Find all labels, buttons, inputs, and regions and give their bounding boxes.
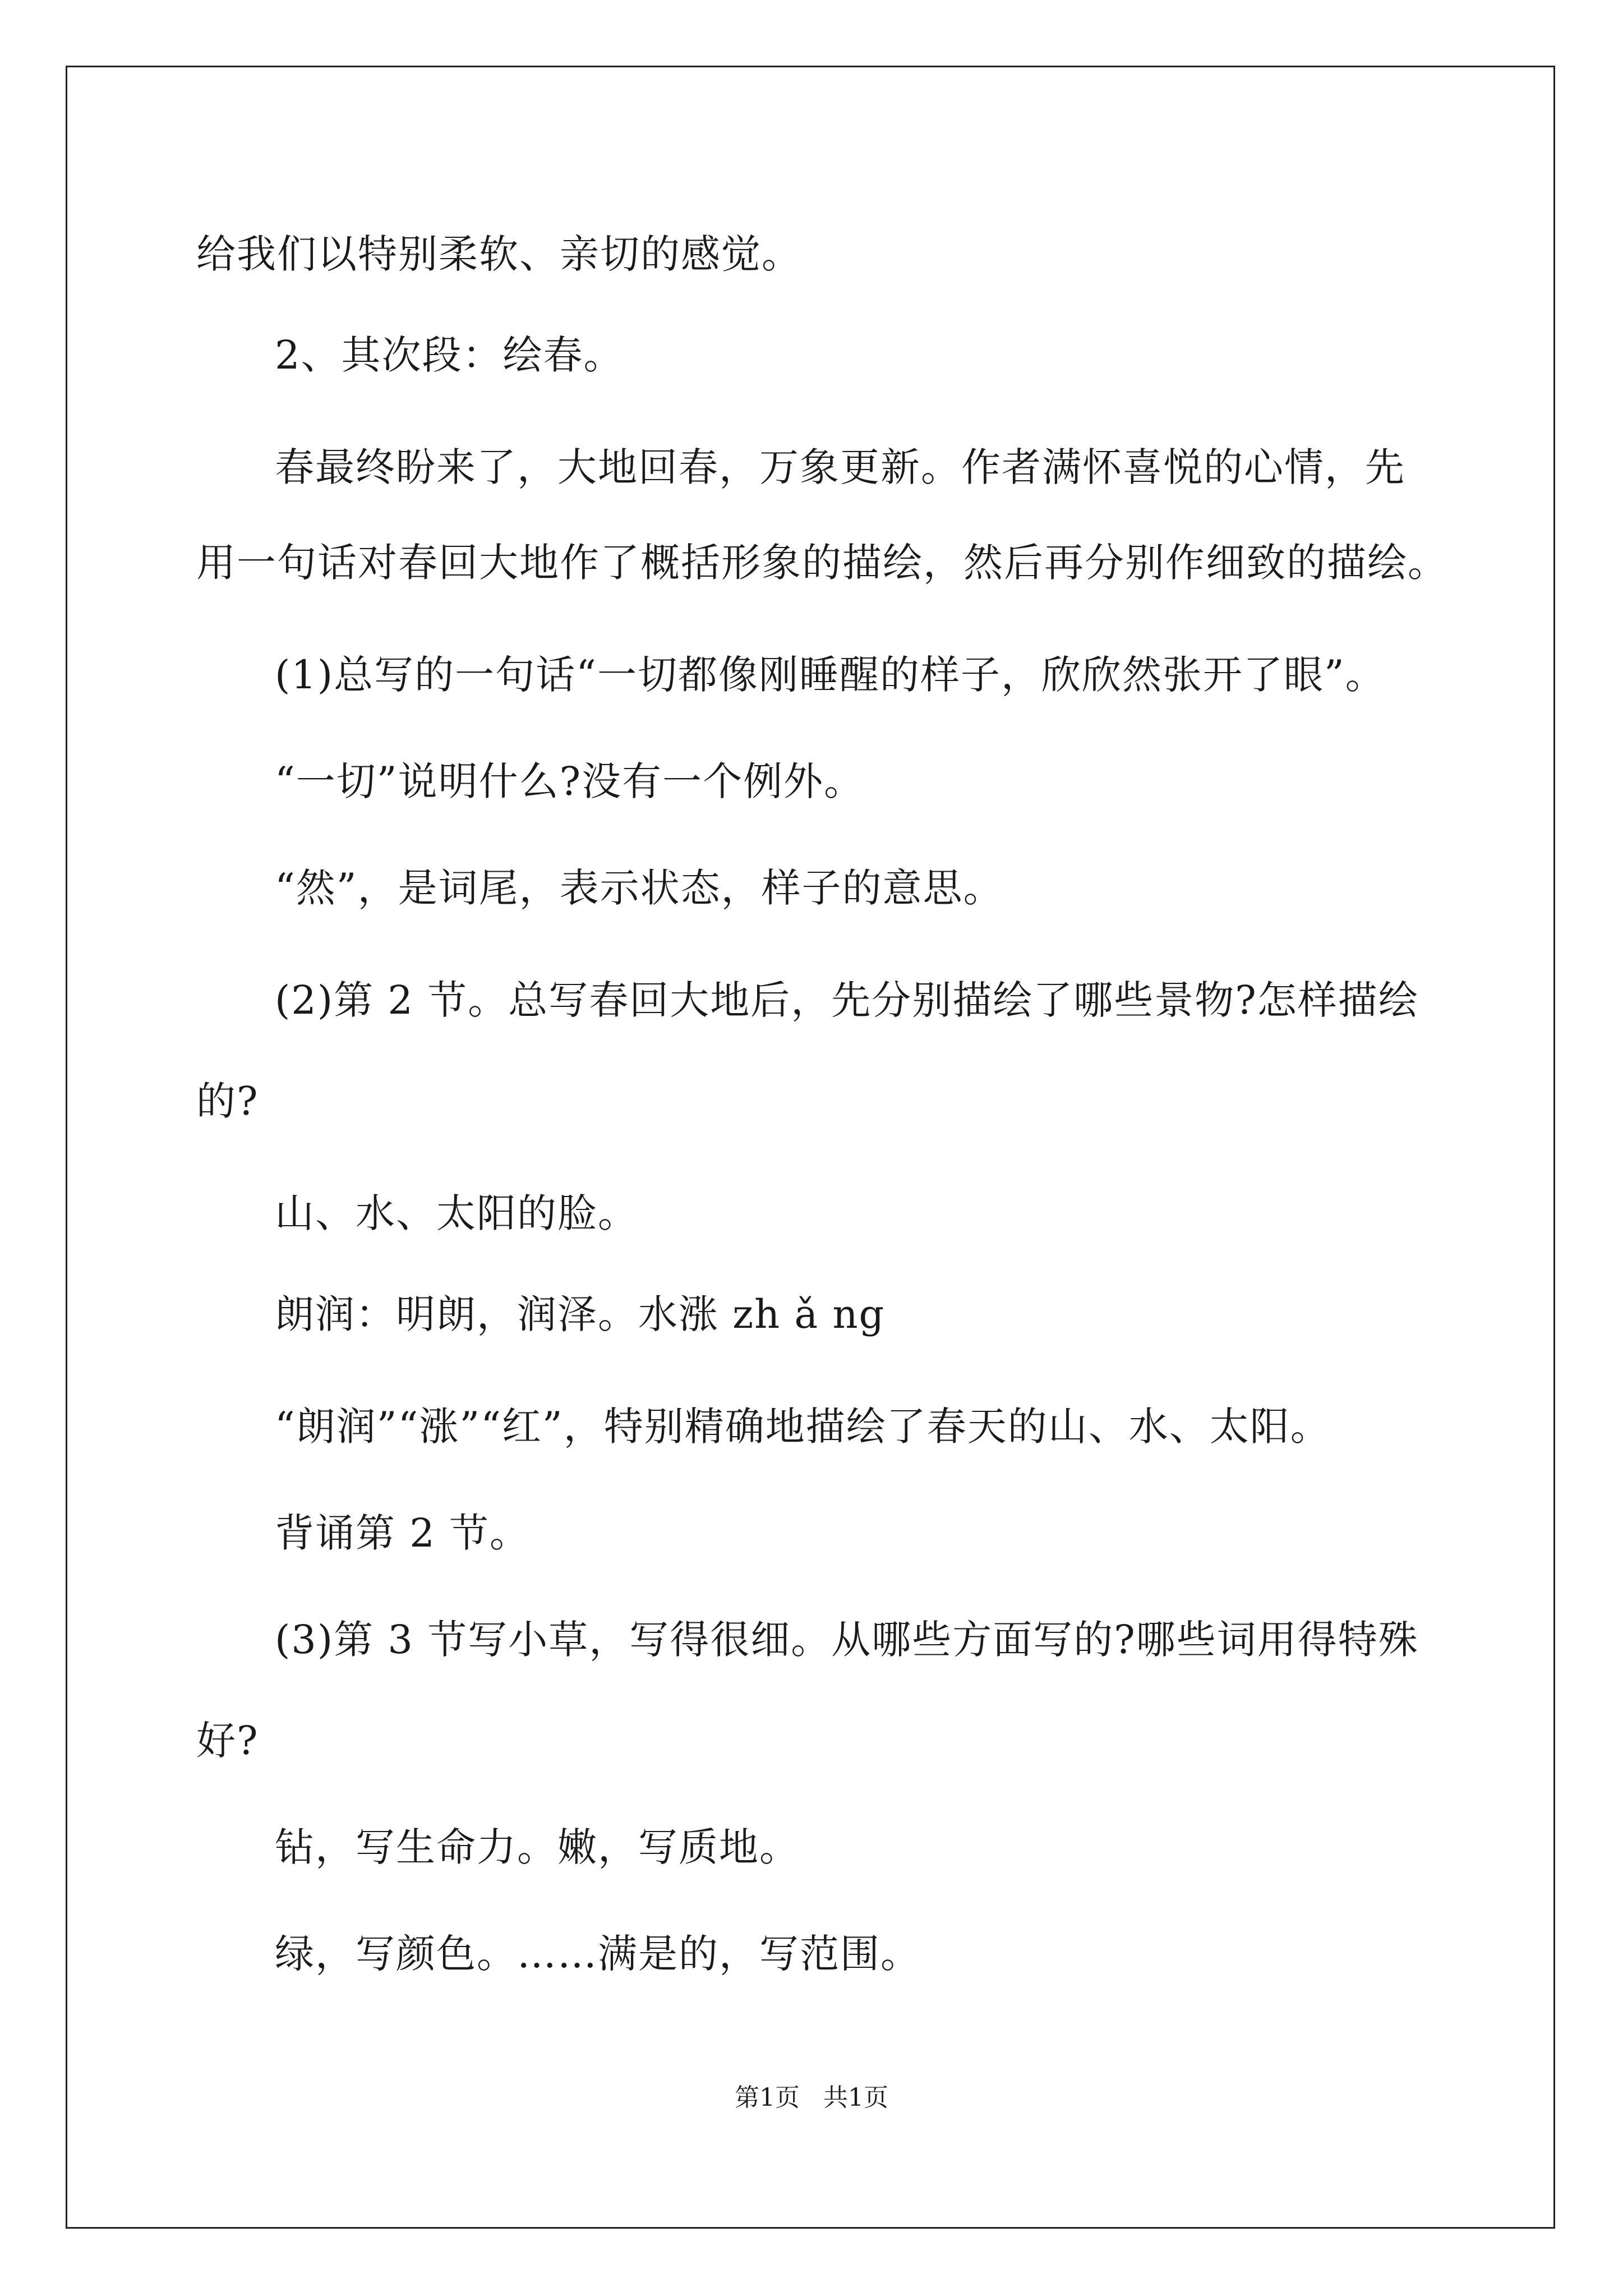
page-frame [66, 66, 1555, 2229]
text-line: (2)第 2 节。总写春回大地后，先分别描绘了哪些景物?怎样描绘 [275, 977, 1419, 1023]
text-line: 春最终盼来了，大地回春，万象更新。作者满怀喜悦的心情，先 [275, 444, 1405, 490]
text-line: “然”，是词尾，表示状态，样子的意思。 [275, 865, 1004, 911]
text-line: (1)总写的一句话“一切都像刚睡醒的样子，欣欣然张开了眼”。 [275, 652, 1386, 698]
text-line: 的? [196, 1078, 259, 1124]
text-line: 好? [196, 1718, 259, 1764]
text-line: 钻，写生命力。嫩，写质地。 [275, 1824, 800, 1870]
text-line: 背诵第 2 节。 [275, 1510, 531, 1556]
text-line: 2、其次段：绘春。 [275, 332, 624, 378]
text-line: 绿，写颜色。……满是的，写范围。 [275, 1931, 921, 1977]
text-line: “一切”说明什么?没有一个例外。 [275, 758, 865, 804]
page-footer: 第1页 共1页 [735, 2083, 888, 2112]
text-line: 给我们以特别柔软、亲切的感觉。 [196, 231, 802, 277]
text-line: “朗润”“涨”“红”，特别精确地描绘了春天的山、水、太阳。 [275, 1404, 1331, 1450]
text-line: 用一句话对春回大地作了概括形象的描绘，然后再分别作细致的描绘。 [196, 540, 1448, 586]
text-line: 山、水、太阳的脸。 [275, 1190, 638, 1236]
text-line: (3)第 3 节写小草，写得很细。从哪些方面写的?哪些词用得特殊 [275, 1617, 1419, 1663]
text-line: 朗润：明朗，润泽。水涨 zh ǎ ng [275, 1291, 886, 1337]
